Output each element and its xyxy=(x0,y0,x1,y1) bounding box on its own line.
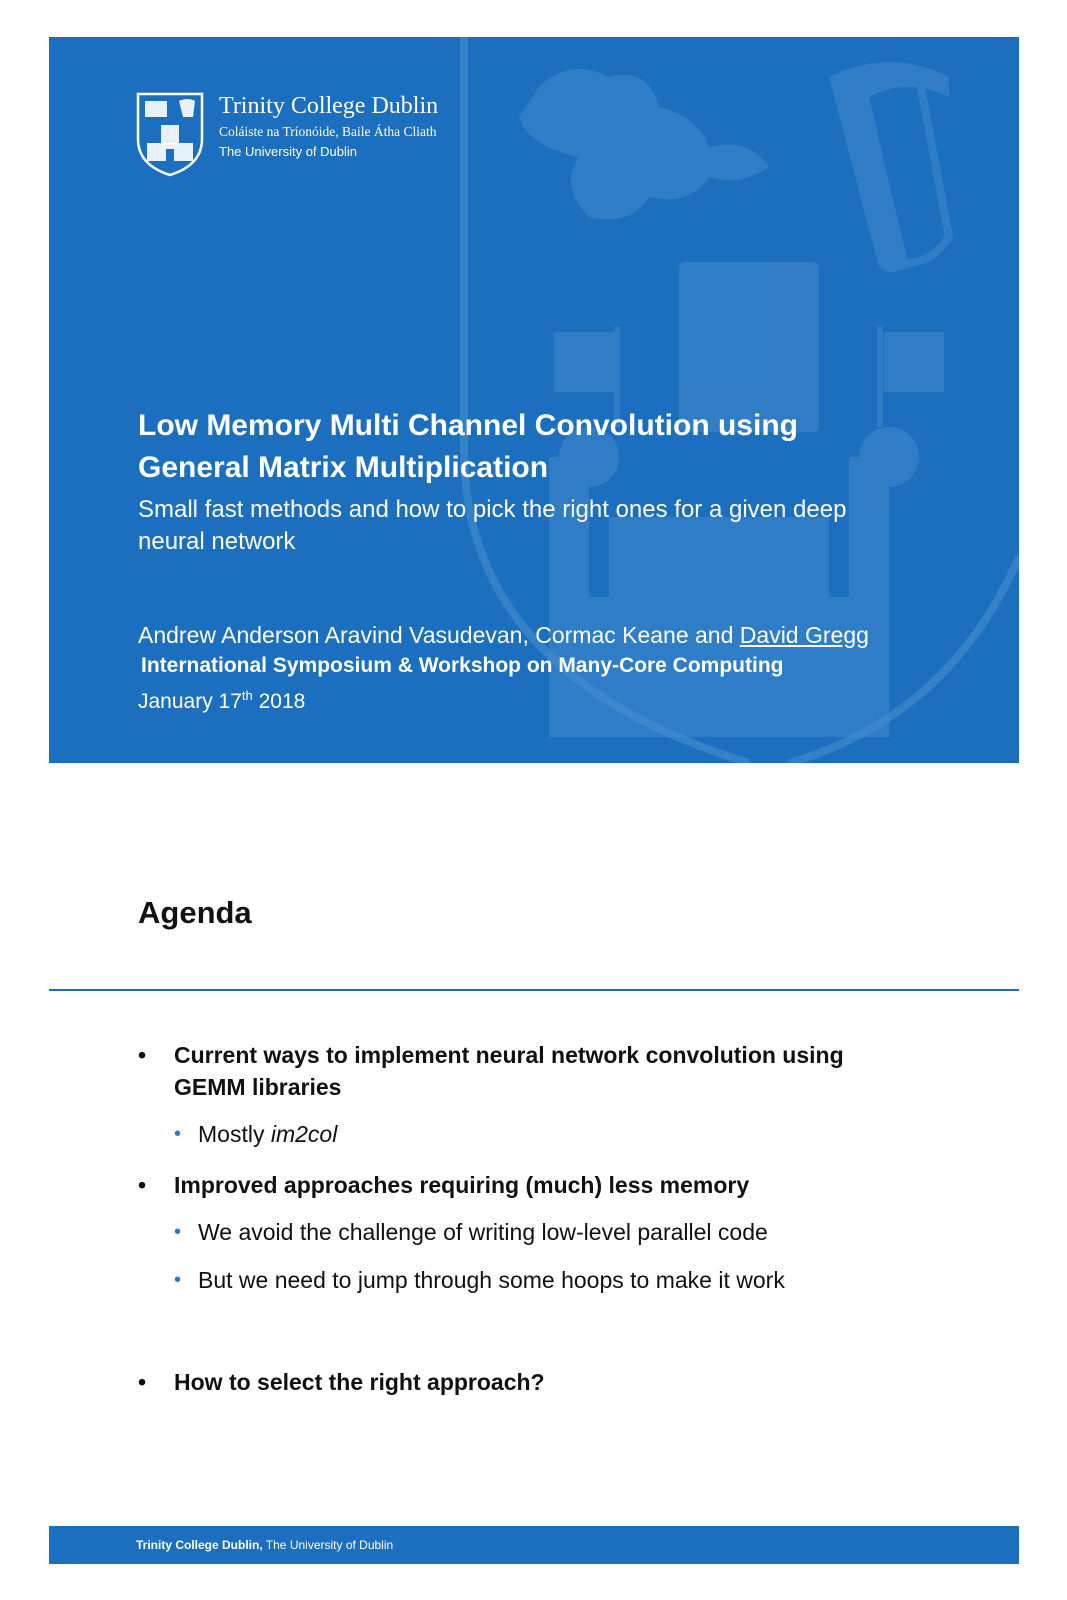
title-line-1: Low Memory Multi Channel Convolution using xyxy=(138,409,798,442)
agenda-title: Agenda xyxy=(138,895,252,930)
agenda-item xyxy=(138,1039,898,1103)
subitem-prefix: Mostly xyxy=(198,1121,271,1147)
university-wordmark xyxy=(219,91,438,161)
bullet-icon: • xyxy=(138,1042,147,1068)
agenda-item-text: Improved approaches requiring (much) less memory xyxy=(174,1172,750,1198)
agenda-item xyxy=(138,1366,898,1398)
authors-text: Andrew Anderson Aravind Vasudevan, Cormac Keane and xyxy=(138,622,740,648)
title-divider xyxy=(49,989,1019,991)
sub-bullet-icon: • xyxy=(174,1221,182,1243)
conference-name: International Symposium & Workshop on Many-Core Computing xyxy=(141,654,784,677)
harp-watermark-icon xyxy=(829,62,949,272)
footer-bar xyxy=(49,1526,1019,1564)
agenda-subitem-text xyxy=(198,1118,914,1150)
date-prefix: January 17 xyxy=(138,690,242,713)
presentation-title xyxy=(138,405,898,489)
agenda-subitem xyxy=(174,1118,914,1150)
agenda-item-text: Current ways to implement neural network convolution using GEMM libraries xyxy=(174,1042,844,1100)
sub-bullet-icon: • xyxy=(174,1123,182,1145)
bullet-icon: • xyxy=(138,1172,147,1198)
agenda-subitem xyxy=(174,1216,914,1248)
date-ordinal: th xyxy=(241,688,253,703)
footer-text xyxy=(136,1537,393,1553)
date-year: 2018 xyxy=(252,690,306,713)
author-link[interactable]: David Gregg xyxy=(739,622,869,648)
title-line-2: General Matrix Multiplication xyxy=(138,451,549,484)
university-subtitle: The University of Dublin xyxy=(219,144,357,159)
bullet-icon: • xyxy=(138,1369,147,1395)
sub-bullet-icon: • xyxy=(174,1269,182,1291)
trinity-shield-logo-icon xyxy=(135,91,205,177)
presentation-date xyxy=(138,688,305,716)
agenda-subitem-text: We avoid the challenge of writing low-level parallel code xyxy=(198,1219,768,1245)
university-name: Trinity College Dublin xyxy=(219,93,439,119)
agenda-subitem xyxy=(174,1264,914,1296)
footer-rest: The University of Dublin xyxy=(262,1538,394,1552)
authors-line xyxy=(138,620,869,650)
agenda-item xyxy=(138,1169,898,1201)
agenda-item-text: How to select the right approach? xyxy=(174,1369,545,1395)
agenda-subitem-text: But we need to jump through some hoops to make it work xyxy=(198,1267,785,1293)
footer-bold: Trinity College Dublin, xyxy=(136,1538,263,1552)
presentation-subtitle: Small fast methods and how to pick the right ones for a given deep neural network xyxy=(138,496,847,555)
university-irish-name: Coláiste na Tríonóide, Baile Átha Cliath xyxy=(219,124,437,139)
title-slide xyxy=(49,37,1019,763)
lion-watermark-icon xyxy=(519,69,769,220)
subitem-italic: im2col xyxy=(270,1121,338,1147)
